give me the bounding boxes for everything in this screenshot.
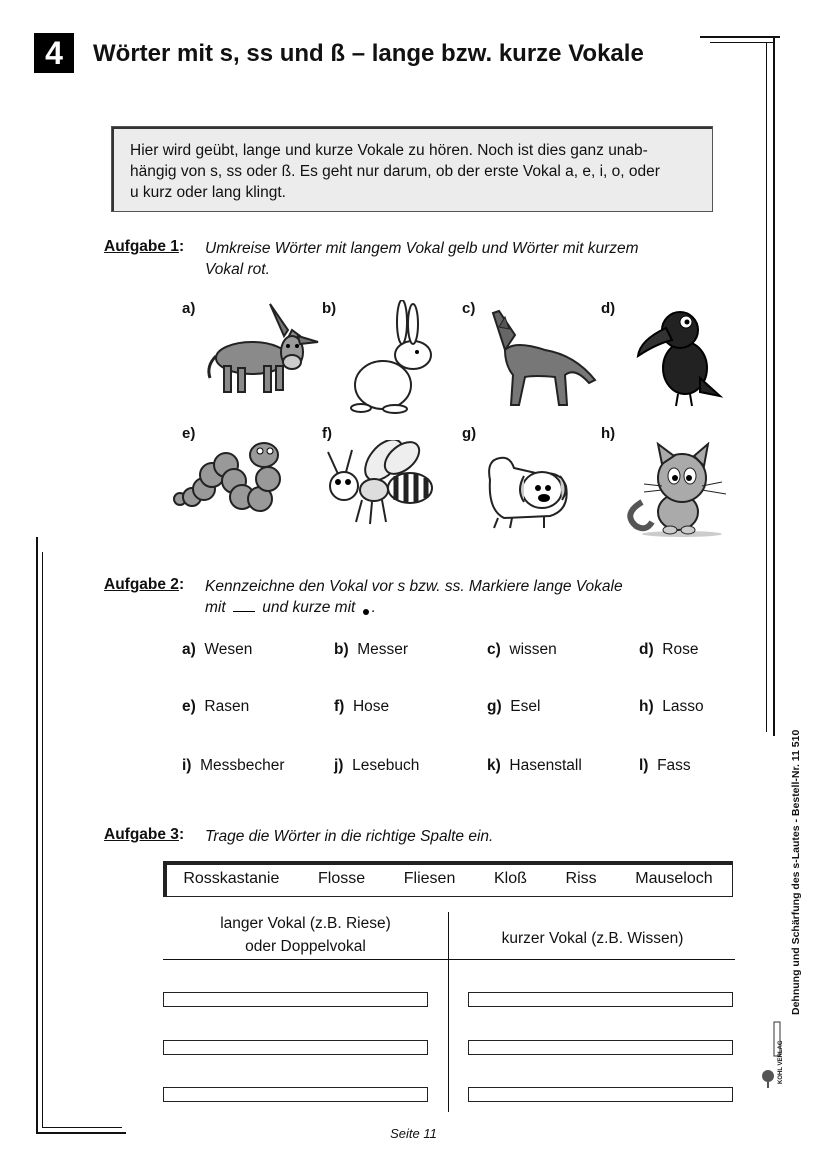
worm-icon bbox=[168, 435, 288, 523]
frame-line-left bbox=[36, 537, 38, 1133]
picture-label-e: e) bbox=[182, 425, 196, 442]
word-bank-item: Flosse bbox=[318, 870, 366, 887]
column-header-short: kurzer Vokal (z.B. Wissen) bbox=[501, 930, 684, 947]
info-line: Hier wird geübt, lange und kurze Vokale zu hören. Noch ist dies ganz unab- bbox=[130, 142, 648, 159]
word-item: j) Lesebuch bbox=[334, 757, 420, 774]
answer-line-short[interactable] bbox=[468, 992, 733, 1007]
logo-text: KOHL VERLAG bbox=[778, 1040, 784, 1084]
column-header-long: langer Vokal (z.B. Riese) oder Doppelvokal bbox=[220, 915, 391, 955]
word-item: d) Rose bbox=[639, 641, 699, 658]
page-number: Seite 11 bbox=[390, 1126, 437, 1141]
wasp-icon bbox=[322, 440, 437, 528]
task-label: Aufgabe 2 bbox=[104, 576, 179, 593]
picture-label-g: g) bbox=[462, 425, 477, 442]
answer-line-short[interactable] bbox=[468, 1087, 733, 1102]
info-box bbox=[111, 126, 713, 212]
wolf-icon bbox=[485, 305, 610, 410]
task-label: Aufgabe 1 bbox=[104, 238, 179, 255]
word-bank-item: Riss bbox=[565, 870, 597, 887]
word-bank-item: Kloß bbox=[493, 870, 527, 887]
word-bank-item: Fliesen bbox=[403, 870, 456, 887]
frame-line-top bbox=[700, 36, 780, 38]
answer-line-long[interactable] bbox=[163, 1087, 428, 1102]
word-item: c) wissen bbox=[487, 641, 557, 658]
info-line: hängig von s, ss oder ß. Es geht nur darum, ob der erste Vokal a, e, i, o, oder bbox=[130, 163, 660, 180]
picture-label-d: d) bbox=[601, 300, 616, 317]
frame-line-right bbox=[773, 36, 775, 736]
donkey-icon bbox=[200, 300, 325, 400]
publisher-logo bbox=[760, 1020, 782, 1090]
word-bank bbox=[163, 861, 733, 897]
word-bank-item: Mauseloch bbox=[635, 870, 713, 887]
page-title: Wörter mit s, ss und ß – lange bzw. kurze Vokale bbox=[93, 40, 644, 67]
word-item: g) Esel bbox=[487, 698, 541, 715]
section-number-badge: 4 bbox=[34, 33, 74, 73]
picture-label-c: c) bbox=[462, 300, 476, 317]
word-item: f) Hose bbox=[334, 698, 390, 715]
picture-label-f: f) bbox=[322, 425, 332, 442]
word-item: k) Hasenstall bbox=[487, 757, 582, 774]
short-vowel-mark bbox=[363, 609, 369, 615]
answer-line-long[interactable] bbox=[163, 1040, 428, 1055]
long-vowel-mark bbox=[233, 611, 255, 612]
sidebar-order-info: Dehnung und Schärfung des s-Lautes - Bestell-Nr. 11 510 bbox=[790, 729, 802, 1015]
word-item: b) Messer bbox=[334, 641, 409, 658]
picture-label-h: h) bbox=[601, 425, 616, 442]
task2-instruction: Kennzeichne den Vokal vor s bzw. ss. Markiere lange Vokale mit und kurze mit . bbox=[205, 578, 623, 616]
frame-line-right-inner bbox=[766, 42, 767, 732]
raven-icon bbox=[630, 300, 725, 412]
table-divider-horizontal bbox=[163, 959, 735, 960]
table-divider-vertical bbox=[448, 912, 449, 1112]
task1-heading: Aufgabe 1: bbox=[104, 238, 185, 255]
task2-heading: Aufgabe 2: bbox=[104, 576, 185, 593]
rabbit-icon bbox=[345, 300, 440, 415]
picture-label-a: a) bbox=[182, 300, 196, 317]
task3-heading: Aufgabe 3: bbox=[104, 826, 185, 843]
dog-icon bbox=[480, 440, 575, 530]
word-item: h) Lasso bbox=[639, 698, 704, 715]
info-line: u kurz oder lang klingt. bbox=[130, 184, 286, 201]
task3-instruction: Trage die Wörter in die richtige Spalte ein. bbox=[205, 828, 494, 845]
answer-line-short[interactable] bbox=[468, 1040, 733, 1055]
word-item: i) Messbecher bbox=[182, 757, 285, 774]
task-label: Aufgabe 3 bbox=[104, 826, 179, 843]
picture-label-b: b) bbox=[322, 300, 337, 317]
frame-line-top-inner bbox=[710, 42, 774, 43]
frame-line-left-inner bbox=[42, 552, 43, 1128]
word-item: a) Wesen bbox=[182, 641, 253, 658]
cat-icon bbox=[622, 442, 732, 537]
word-item: e) Rasen bbox=[182, 698, 250, 715]
word-item: l) Fass bbox=[639, 757, 691, 774]
task1-instruction: Umkreise Wörter mit langem Vokal gelb und Wörter mit kurzem Vokal rot. bbox=[205, 240, 639, 278]
word-bank-item: Rosskastanie bbox=[183, 870, 280, 887]
answer-line-long[interactable] bbox=[163, 992, 428, 1007]
